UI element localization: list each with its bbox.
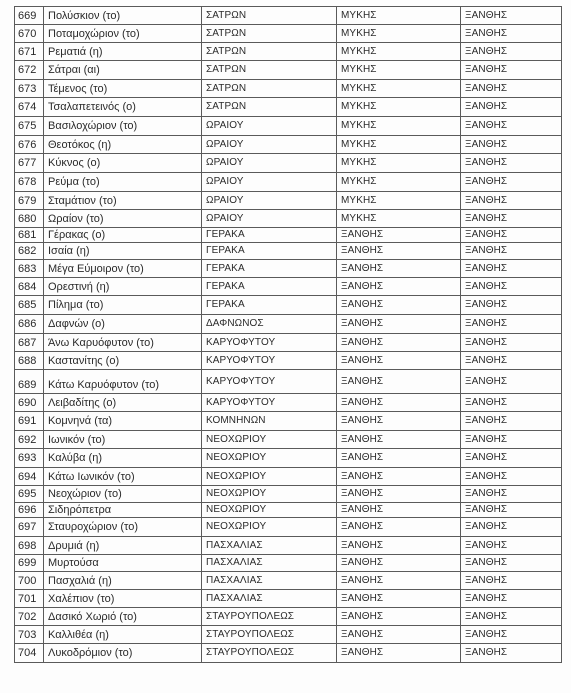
table-row [15, 98, 562, 117]
community-name: ΚΑΡΥΟΦΥΤΟΥ [202, 370, 337, 394]
prefecture-name: ΞΑΝΘΗΣ [461, 555, 562, 572]
settlement-name: Πίλημα (το) [44, 296, 202, 315]
table-row [15, 370, 562, 394]
municipality-name: ΞΑΝΘΗΣ [337, 278, 461, 296]
community-name: ΚΟΜΝΗΝΩΝ [202, 412, 337, 431]
prefecture-name: ΞΑΝΘΗΣ [461, 537, 562, 555]
community-name: ΩΡΑΙΟΥ [202, 154, 337, 173]
row-number: 670 [15, 25, 44, 43]
prefecture-name: ΞΑΝΘΗΣ [461, 370, 562, 394]
table-row [15, 296, 562, 315]
settlement-name: Κάτω Καρυόφυτον (το) [44, 370, 202, 394]
row-number: 676 [15, 136, 44, 154]
municipality-name: ΜΥΚΗΣ [337, 210, 461, 228]
municipality-name: ΞΑΝΘΗΣ [337, 412, 461, 431]
row-number: 699 [15, 555, 44, 572]
row-number: 702 [15, 608, 44, 626]
community-name: ΣΤΑΥΡΟΥΠΟΛΕΩΣ [202, 626, 337, 644]
table-row [15, 572, 562, 590]
settlement-name: Πολύσκιον (το) [44, 7, 202, 25]
table-row [15, 352, 562, 370]
settlement-name: Νεοχώριον (το) [44, 486, 202, 503]
prefecture-name: ΞΑΝΘΗΣ [461, 278, 562, 296]
row-number: 680 [15, 210, 44, 228]
table-row [15, 43, 562, 61]
settlement-name: Ιωνικόν (το) [44, 431, 202, 449]
settlement-name: Μέγα Εύμοιρον (το) [44, 260, 202, 278]
community-name: ΔΑΦΝΩΝΟΣ [202, 315, 337, 334]
table-row [15, 136, 562, 154]
settlement-name: Λυκοδρόμιον (το) [44, 644, 202, 663]
row-number: 694 [15, 468, 44, 486]
table-row [15, 590, 562, 608]
row-number: 672 [15, 61, 44, 80]
municipality-name: ΜΥΚΗΣ [337, 192, 461, 210]
community-name: ΠΑΣΧΑΛΙΑΣ [202, 555, 337, 572]
settlement-name: Κομνηνά (τα) [44, 412, 202, 431]
row-number: 671 [15, 43, 44, 61]
row-number: 681 [15, 228, 44, 243]
municipality-name: ΞΑΝΘΗΣ [337, 608, 461, 626]
community-name: ΩΡΑΙΟΥ [202, 117, 337, 136]
community-name: ΚΑΡΥΟΦΥΤΟΥ [202, 352, 337, 370]
community-name: ΝΕΟΧΩΡΙΟΥ [202, 503, 337, 518]
table-row [15, 154, 562, 173]
community-name: ΚΑΡΥΟΦΥΤΟΥ [202, 394, 337, 412]
prefecture-name: ΞΑΝΘΗΣ [461, 626, 562, 644]
municipality-name: ΞΑΝΘΗΣ [337, 243, 461, 260]
municipality-name: ΜΥΚΗΣ [337, 117, 461, 136]
prefecture-name: ΞΑΝΘΗΣ [461, 7, 562, 25]
table-row [15, 192, 562, 210]
prefecture-name: ΞΑΝΘΗΣ [461, 394, 562, 412]
table-row [15, 412, 562, 431]
community-name: ΝΕΟΧΩΡΙΟΥ [202, 431, 337, 449]
community-name: ΝΕΟΧΩΡΙΟΥ [202, 449, 337, 468]
municipality-name: ΞΑΝΘΗΣ [337, 555, 461, 572]
prefecture-name: ΞΑΝΘΗΣ [461, 412, 562, 431]
settlement-name: Τσαλαπετεινός (ο) [44, 98, 202, 117]
settlement-name: Σταμάτιον (το) [44, 192, 202, 210]
municipality-name: ΞΑΝΘΗΣ [337, 518, 461, 537]
row-number: 695 [15, 486, 44, 503]
table-row [15, 210, 562, 228]
table-row [15, 334, 562, 352]
row-number: 683 [15, 260, 44, 278]
settlement-name: Πασχαλιά (η) [44, 572, 202, 590]
prefecture-name: ΞΑΝΘΗΣ [461, 315, 562, 334]
row-number: 687 [15, 334, 44, 352]
settlement-name: Ωραίον (το) [44, 210, 202, 228]
table-row [15, 61, 562, 80]
row-number: 688 [15, 352, 44, 370]
municipality-name: ΜΥΚΗΣ [337, 173, 461, 192]
settlement-name: Δρυμιά (η) [44, 537, 202, 555]
prefecture-name: ΞΑΝΘΗΣ [461, 296, 562, 315]
municipality-name: ΞΑΝΘΗΣ [337, 352, 461, 370]
table-row [15, 173, 562, 192]
municipality-name: ΜΥΚΗΣ [337, 43, 461, 61]
community-name: ΓΕΡΑΚΑ [202, 243, 337, 260]
prefecture-name: ΞΑΝΘΗΣ [461, 608, 562, 626]
row-number: 689 [15, 370, 44, 394]
row-number: 682 [15, 243, 44, 260]
table-row [15, 7, 562, 25]
table-row [15, 228, 562, 243]
settlement-name: Καλύβα (η) [44, 449, 202, 468]
prefecture-name: ΞΑΝΘΗΣ [461, 334, 562, 352]
prefecture-name: ΞΑΝΘΗΣ [461, 80, 562, 98]
row-number: 674 [15, 98, 44, 117]
row-number: 697 [15, 518, 44, 537]
settlement-name: Λειβαδίτης (ο) [44, 394, 202, 412]
prefecture-name: ΞΑΝΘΗΣ [461, 228, 562, 243]
settlement-name: Καστανίτης (ο) [44, 352, 202, 370]
municipality-name: ΜΥΚΗΣ [337, 80, 461, 98]
community-name: ΝΕΟΧΩΡΙΟΥ [202, 468, 337, 486]
municipality-name: ΜΥΚΗΣ [337, 154, 461, 173]
community-name: ΓΕΡΑΚΑ [202, 260, 337, 278]
table-row [15, 608, 562, 626]
table-row [15, 626, 562, 644]
community-name: ΠΑΣΧΑΛΙΑΣ [202, 572, 337, 590]
prefecture-name: ΞΑΝΘΗΣ [461, 25, 562, 43]
settlement-name: Ρεματιά (η) [44, 43, 202, 61]
table-row [15, 537, 562, 555]
community-name: ΣΑΤΡΩΝ [202, 25, 337, 43]
row-number: 704 [15, 644, 44, 663]
community-name: ΣΤΑΥΡΟΥΠΟΛΕΩΣ [202, 644, 337, 663]
community-name: ΣΑΤΡΩΝ [202, 98, 337, 117]
table-row [15, 243, 562, 260]
prefecture-name: ΞΑΝΘΗΣ [461, 431, 562, 449]
prefecture-name: ΞΑΝΘΗΣ [461, 117, 562, 136]
municipality-name: ΞΑΝΘΗΣ [337, 394, 461, 412]
settlement-name: Κύκνος (ο) [44, 154, 202, 173]
municipality-name: ΞΑΝΘΗΣ [337, 590, 461, 608]
community-name: ΠΑΣΧΑΛΙΑΣ [202, 590, 337, 608]
municipality-name: ΜΥΚΗΣ [337, 136, 461, 154]
community-name: ΣΤΑΥΡΟΥΠΟΛΕΩΣ [202, 608, 337, 626]
municipality-name: ΞΑΝΘΗΣ [337, 228, 461, 243]
settlement-name: Καλλιθέα (η) [44, 626, 202, 644]
municipality-name: ΞΑΝΘΗΣ [337, 644, 461, 663]
row-number: 700 [15, 572, 44, 590]
settlement-name: Σταυροχώριον (το) [44, 518, 202, 537]
municipality-name: ΞΑΝΘΗΣ [337, 260, 461, 278]
table-row [15, 25, 562, 43]
municipality-name: ΞΑΝΘΗΣ [337, 468, 461, 486]
municipality-name: ΞΑΝΘΗΣ [337, 626, 461, 644]
settlement-name: Βασιλοχώριον (το) [44, 117, 202, 136]
prefecture-name: ΞΑΝΘΗΣ [461, 98, 562, 117]
settlement-name: Γέρακας (ο) [44, 228, 202, 243]
prefecture-name: ΞΑΝΘΗΣ [461, 61, 562, 80]
prefecture-name: ΞΑΝΘΗΣ [461, 210, 562, 228]
municipality-name: ΞΑΝΘΗΣ [337, 431, 461, 449]
table-row [15, 260, 562, 278]
row-number: 686 [15, 315, 44, 334]
community-name: ΣΑΤΡΩΝ [202, 7, 337, 25]
table-row [15, 555, 562, 572]
table-row [15, 518, 562, 537]
table-row [15, 644, 562, 663]
municipality-name: ΜΥΚΗΣ [337, 25, 461, 43]
prefecture-name: ΞΑΝΘΗΣ [461, 352, 562, 370]
table-row [15, 117, 562, 136]
community-name: ΓΕΡΑΚΑ [202, 278, 337, 296]
community-name: ΩΡΑΙΟΥ [202, 136, 337, 154]
settlement-name: Κάτω Ιωνικόν (το) [44, 468, 202, 486]
community-name: ΓΕΡΑΚΑ [202, 296, 337, 315]
prefecture-name: ΞΑΝΘΗΣ [461, 136, 562, 154]
table-row [15, 315, 562, 334]
table-row [15, 486, 562, 503]
community-name: ΣΑΤΡΩΝ [202, 61, 337, 80]
prefecture-name: ΞΑΝΘΗΣ [461, 486, 562, 503]
municipality-name: ΞΑΝΘΗΣ [337, 296, 461, 315]
prefecture-name: ΞΑΝΘΗΣ [461, 503, 562, 518]
settlement-name: Ποταμοχώριον (το) [44, 25, 202, 43]
row-number: 693 [15, 449, 44, 468]
settlement-name: Σάτραι (αι) [44, 61, 202, 80]
row-number: 698 [15, 537, 44, 555]
prefecture-name: ΞΑΝΘΗΣ [461, 572, 562, 590]
settlement-name: Χαλέπιον (το) [44, 590, 202, 608]
community-name: ΣΑΤΡΩΝ [202, 80, 337, 98]
row-number: 679 [15, 192, 44, 210]
settlement-name: Δασικό Χωριό (το) [44, 608, 202, 626]
row-number: 692 [15, 431, 44, 449]
municipality-name: ΞΑΝΘΗΣ [337, 486, 461, 503]
row-number: 675 [15, 117, 44, 136]
table-row [15, 468, 562, 486]
municipality-name: ΜΥΚΗΣ [337, 61, 461, 80]
row-number: 691 [15, 412, 44, 431]
municipality-name: ΜΥΚΗΣ [337, 7, 461, 25]
row-number: 678 [15, 173, 44, 192]
table-row [15, 394, 562, 412]
prefecture-name: ΞΑΝΘΗΣ [461, 243, 562, 260]
row-number: 690 [15, 394, 44, 412]
settlement-name: Δαφνών (ο) [44, 315, 202, 334]
table-row [15, 278, 562, 296]
settlement-name: Μυρτούσα [44, 555, 202, 572]
community-name: ΝΕΟΧΩΡΙΟΥ [202, 518, 337, 537]
settlement-name: Ορεστινή (η) [44, 278, 202, 296]
community-name: ΩΡΑΙΟΥ [202, 173, 337, 192]
table-row [15, 431, 562, 449]
settlement-name: Ισαία (η) [44, 243, 202, 260]
municipality-name: ΞΑΝΘΗΣ [337, 449, 461, 468]
municipality-name: ΞΑΝΘΗΣ [337, 537, 461, 555]
settlement-name: Σιδηρόπετρα [44, 503, 202, 518]
table-row [15, 503, 562, 518]
settlements-table [14, 6, 562, 663]
prefecture-name: ΞΑΝΘΗΣ [461, 154, 562, 173]
prefecture-name: ΞΑΝΘΗΣ [461, 173, 562, 192]
community-name: ΝΕΟΧΩΡΙΟΥ [202, 486, 337, 503]
prefecture-name: ΞΑΝΘΗΣ [461, 192, 562, 210]
settlement-name: Θεοτόκος (η) [44, 136, 202, 154]
row-number: 673 [15, 80, 44, 98]
municipality-name: ΜΥΚΗΣ [337, 98, 461, 117]
community-name: ΓΕΡΑΚΑ [202, 228, 337, 243]
table-row [15, 80, 562, 98]
prefecture-name: ΞΑΝΘΗΣ [461, 260, 562, 278]
prefecture-name: ΞΑΝΘΗΣ [461, 644, 562, 663]
prefecture-name: ΞΑΝΘΗΣ [461, 518, 562, 537]
row-number: 701 [15, 590, 44, 608]
municipality-name: ΞΑΝΘΗΣ [337, 572, 461, 590]
municipality-name: ΞΑΝΘΗΣ [337, 334, 461, 352]
municipality-name: ΞΑΝΘΗΣ [337, 315, 461, 334]
community-name: ΚΑΡΥΟΦΥΤΟΥ [202, 334, 337, 352]
settlement-name: Τέμενος (το) [44, 80, 202, 98]
community-name: ΠΑΣΧΑΛΙΑΣ [202, 537, 337, 555]
prefecture-name: ΞΑΝΘΗΣ [461, 468, 562, 486]
settlements-table-body [15, 7, 562, 663]
row-number: 677 [15, 154, 44, 173]
prefecture-name: ΞΑΝΘΗΣ [461, 590, 562, 608]
row-number: 669 [15, 7, 44, 25]
settlement-name: Ρεύμα (το) [44, 173, 202, 192]
prefecture-name: ΞΑΝΘΗΣ [461, 449, 562, 468]
community-name: ΩΡΑΙΟΥ [202, 210, 337, 228]
community-name: ΩΡΑΙΟΥ [202, 192, 337, 210]
municipality-name: ΞΑΝΘΗΣ [337, 370, 461, 394]
row-number: 703 [15, 626, 44, 644]
table-row [15, 449, 562, 468]
row-number: 696 [15, 503, 44, 518]
settlement-name: Άνω Καρυόφυτον (το) [44, 334, 202, 352]
community-name: ΣΑΤΡΩΝ [202, 43, 337, 61]
prefecture-name: ΞΑΝΘΗΣ [461, 43, 562, 61]
row-number: 685 [15, 296, 44, 315]
municipality-name: ΞΑΝΘΗΣ [337, 503, 461, 518]
row-number: 684 [15, 278, 44, 296]
